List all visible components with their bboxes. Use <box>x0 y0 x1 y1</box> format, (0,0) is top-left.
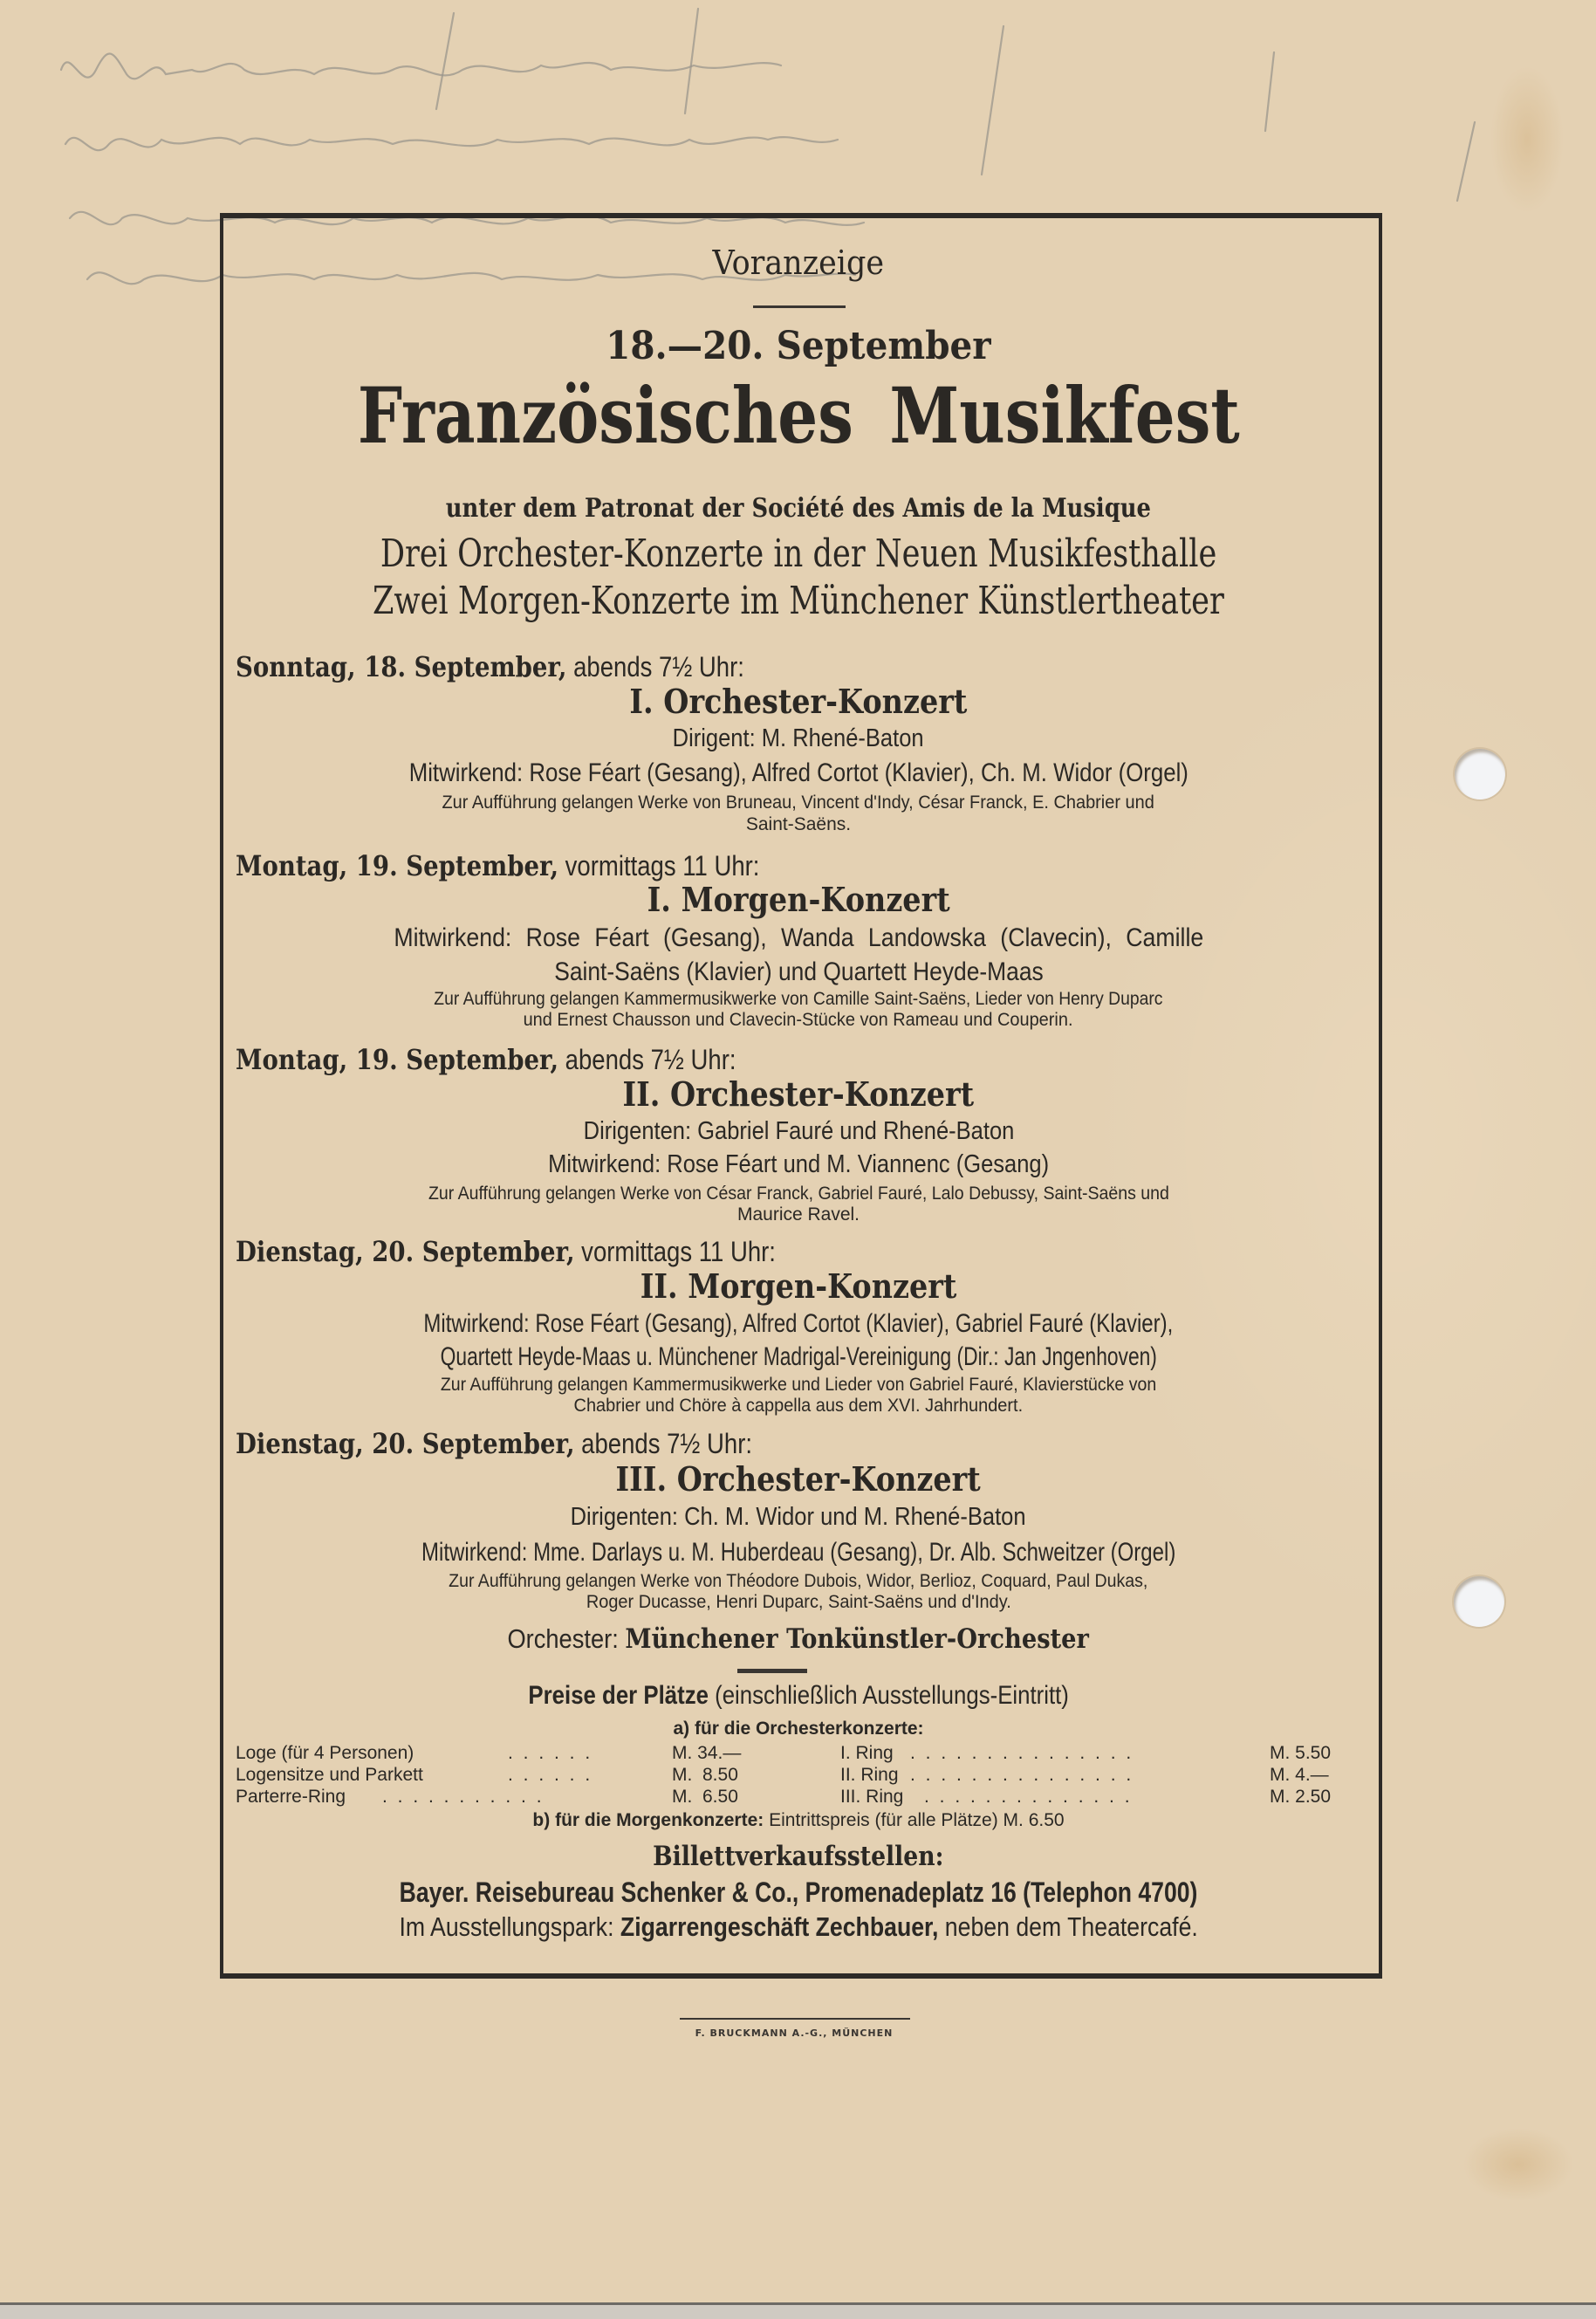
concert-name: I. Orchester-Konzert <box>629 682 968 721</box>
ticket-location: Im Ausstellungspark: <box>399 1911 614 1942</box>
punch-hole <box>1455 749 1505 799</box>
concert-name: III. Orchester-Konzert <box>615 1459 982 1499</box>
concert-works: Zur Aufführung gelangen Werke von César Franck, Gabriel Fauré, Lalo Debussy, Saint-Saëns und <box>428 1184 1169 1204</box>
summary-morning: Zwei Morgen-Konzerte im Münchener Künstlertheater <box>373 579 1224 623</box>
price-leader-dots: . . . . . . . . . . . <box>382 1787 545 1807</box>
concert-performers: Mitwirkend: Rose Féart (Gesang), Alfred Cortot (Klavier), Ch. M. Widor (Orgel) <box>408 758 1188 787</box>
orchestra-name: Münchener Tonkünstler-Orchester <box>625 1623 1090 1655</box>
prices-title: Preise der Plätze <box>528 1681 709 1710</box>
price-amount: M. 6.50 <box>672 1787 738 1807</box>
price-leader-dots: . . . . . . <box>508 1765 593 1785</box>
ticket-office-line: Bayer. Reisebureau Schenker & Co., Promenadeplatz 16 (Telephon 4700) <box>399 1876 1198 1908</box>
concert-date <box>236 1235 1361 1268</box>
price-amount: M. 8.50 <box>672 1765 738 1785</box>
concert-works: Zur Aufführung gelangen Kammermusikwerke von Camille Saint-Saëns, Lieder von Henry Duparc <box>434 989 1163 1009</box>
orchestral-prices-heading: a) für die Orchesterkonzerte: <box>673 1719 924 1739</box>
concert-performers: Quartett Heyde-Maas u. Münchener Madrigal-Vereinigung (Dir.: Jan Jngenhoven) <box>440 1342 1157 1371</box>
patronage-line: unter dem Patronat der Société des Amis de la Musique <box>445 493 1152 524</box>
concert-time: abends 7½ Uhr: <box>581 1428 753 1459</box>
orchestra-label: Orchester: <box>507 1623 620 1654</box>
concert-works: Zur Aufführung gelangen Kammermusikwerke und Lieder von Gabriel Fauré, Klavierstücke von <box>440 1375 1157 1395</box>
concert-performers: Mitwirkend: Rose Féart (Gesang), Wanda Landowska (Clavecin), Camille <box>394 923 1203 952</box>
concert-date <box>236 1043 1361 1076</box>
price-leader-dots: . . . . . . . . . . . . . . . <box>910 1765 1134 1785</box>
price-leader-dots: . . . . . . <box>508 1743 593 1763</box>
orchestra-line <box>236 1625 1361 1653</box>
festival-title: Französisches Musikfest <box>357 370 1240 461</box>
concert-works: Zur Aufführung gelangen Werke von Bruneau, Vincent d'Indy, César Franck, E. Chabrier und <box>442 792 1155 813</box>
price-amount: M. 5.50 <box>1270 1743 1332 1763</box>
concert-day: Montag, 19. September, <box>236 849 559 882</box>
price-seat: Parterre-Ring <box>236 1787 346 1807</box>
price-seat: III. Ring <box>840 1787 904 1807</box>
concert-time: vormittags 11 Uhr: <box>565 850 760 882</box>
concert-date <box>236 1427 1361 1460</box>
concert-works: Roger Ducasse, Henri Duparc, Saint-Saëns und d'Indy. <box>586 1592 1011 1612</box>
morning-prices-note: Eintrittspreis (für alle Plätze) M. 6.50 <box>769 1810 1065 1830</box>
divider-rule <box>753 305 846 308</box>
concert-time: vormittags 11 Uhr: <box>581 1236 776 1267</box>
concert-day: Dienstag, 20. September, <box>236 1427 575 1460</box>
morning-prices <box>236 1811 1361 1829</box>
price-leader-dots: . . . . . . . . . . . . . . <box>924 1787 1133 1807</box>
concert-conductor: Dirigenten: Gabriel Fauré und Rhené-Baton <box>583 1117 1014 1145</box>
ticket-vendor-note: neben dem Theatercafé. <box>944 1911 1198 1942</box>
concert-day: Dienstag, 20. September, <box>236 1235 575 1268</box>
concert-performers: Mitwirkend: Mme. Darlays u. M. Huberdeau (Gesang), Dr. Alb. Schweitzer (Orgel) <box>421 1538 1176 1567</box>
ticket-offices-heading: Billettverkaufsstellen: <box>653 1841 944 1872</box>
concert-name: II. Orchester-Konzert <box>622 1074 975 1114</box>
concert-name: II. Morgen-Konzert <box>640 1266 957 1306</box>
concert-time: abends 7½ Uhr: <box>573 651 744 683</box>
morning-prices-heading: b) für die Morgenkonzerte: <box>532 1810 764 1830</box>
concert-performers: Saint-Saëns (Klavier) und Quartett Heyde-Maas <box>553 957 1044 986</box>
concert-works: Chabrier und Chöre à cappella aus dem XVI. Jahrhundert. <box>573 1396 1024 1416</box>
price-leader-dots: . . . . . . . . . . . . . . . <box>910 1743 1134 1763</box>
concert-conductor: Dirigent: M. Rhené-Baton <box>673 724 924 752</box>
printer-imprint: F. BRUCKMANN A.-G., MÜNCHEN <box>695 2027 894 2039</box>
price-seat: Logensitze und Parkett <box>236 1765 423 1785</box>
concert-performers: Mitwirkend: Rose Féart (Gesang), Alfred Cortot (Klavier), Gabriel Fauré (Klavier), <box>423 1309 1174 1338</box>
concert-works: und Ernest Chausson und Clavecin-Stücke von Rameau und Couperin. <box>524 1010 1073 1030</box>
price-amount: M. 4.— <box>1270 1765 1329 1785</box>
prices-heading <box>236 1683 1361 1709</box>
divider-rule <box>737 1669 807 1673</box>
concert-time: abends 7½ Uhr: <box>565 1044 736 1075</box>
ticket-vendor: Zigarrengeschäft Zechbauer, <box>620 1911 939 1942</box>
concert-date <box>236 650 1361 683</box>
concert-date <box>236 849 1361 882</box>
ticket-office-line <box>236 1913 1361 1940</box>
concert-day: Sonntag, 18. September, <box>236 650 567 683</box>
price-seat: I. Ring <box>840 1743 894 1763</box>
preannouncement-label: Voranzeige <box>712 244 885 282</box>
price-seat: Loge (für 4 Personen) <box>236 1743 414 1763</box>
price-amount: M. 34.— <box>672 1743 742 1763</box>
summary-orchestral: Drei Orchester-Konzerte in der Neuen Musikfesthalle <box>380 532 1217 576</box>
page-edge <box>0 2302 1596 2319</box>
price-amount: M. 2.50 <box>1270 1787 1332 1807</box>
punch-hole <box>1454 1576 1504 1627</box>
concert-day: Montag, 19. September, <box>236 1043 559 1076</box>
imprint-rule <box>680 2018 910 2020</box>
concert-works: Maurice Ravel. <box>736 1204 860 1225</box>
concert-works: Saint-Saëns. <box>745 814 852 834</box>
concert-conductor: Dirigenten: Ch. M. Widor und M. Rhené-Baton <box>571 1503 1026 1531</box>
festival-dates: 18.—20. September <box>606 324 991 368</box>
concert-performers: Mitwirkend: Rose Féart und M. Viannenc (Gesang) <box>547 1150 1049 1178</box>
prices-note: (einschließlich Ausstellungs-Eintritt) <box>714 1681 1069 1710</box>
concert-works: Zur Aufführung gelangen Werke von Théodore Dubois, Widor, Berlioz, Coquard, Paul Dukas, <box>449 1571 1148 1591</box>
concert-name: I. Morgen-Konzert <box>647 880 950 919</box>
price-seat: II. Ring <box>840 1765 899 1785</box>
